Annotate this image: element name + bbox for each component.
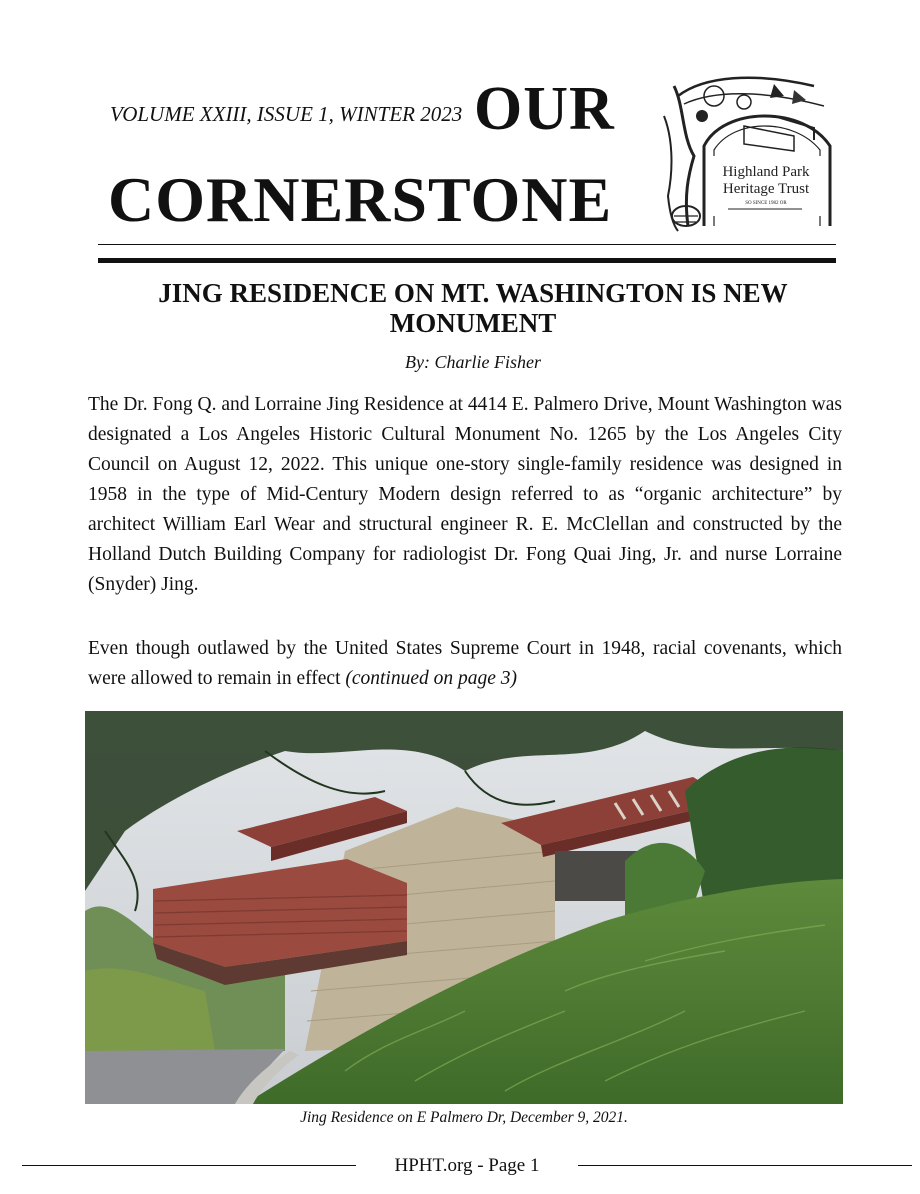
title-line-1: OUR [474, 75, 615, 143]
photo-caption: Jing Residence on E Palmero Dr, December 9, 2021. [300, 1109, 628, 1126]
logo-line-1: Highland Park [722, 164, 810, 180]
paragraph-2-text: Even though outlawed by the United States Supreme Court in 1948, racial covenants, which were allowed to remain in effect [88, 638, 842, 689]
footer-rule-right [578, 1165, 912, 1166]
footer-page-label: HPHT.org - Page 1 [394, 1155, 540, 1176]
title-line-2: CORNERSTONE [108, 164, 613, 235]
article-byline: By: Charlie Fisher [405, 352, 541, 372]
footer-rule-left [22, 1165, 356, 1166]
continued-note: (continued on page 3) [345, 668, 518, 689]
newsletter-page [8, 8, 912, 1188]
volume-issue: VOLUME XXIII, ISSUE 1, WINTER 2023 [110, 102, 463, 126]
article-paragraph-1: The Dr. Fong Q. and Lorraine Jing Residence at 4414 E. Palmero Drive, Mount Washington was designated a Los Angeles Historic Cultural Monument No. 1265 by the Los Angeles City Council on August 12, 2022. This unique one-story single-family residence was designed in 1958 in the type of Mid-Century Modern design referred to as “organic architecture” by architect William Earl Wear and structural engineer R. E. McClellan and constructed by the Holland Dutch Building Company for radiologist Dr. Fong Quai Jing, Jr. and nurse Lorraine (Snyder) Jing. [88, 394, 842, 595]
article-headline: JING RESIDENCE ON MT. WASHINGTON IS NEW MONUMENT [158, 278, 788, 338]
jing-residence-photo [85, 711, 843, 1104]
logo-line-2: Heritage Trust [722, 181, 810, 197]
heritage-trust-logo [644, 76, 842, 238]
masthead-rule-thin [98, 244, 836, 245]
article-paragraph-2 [88, 634, 842, 694]
masthead-rule-thick [98, 258, 836, 263]
logo-since: SO SINCE 1982 OR [745, 201, 787, 206]
